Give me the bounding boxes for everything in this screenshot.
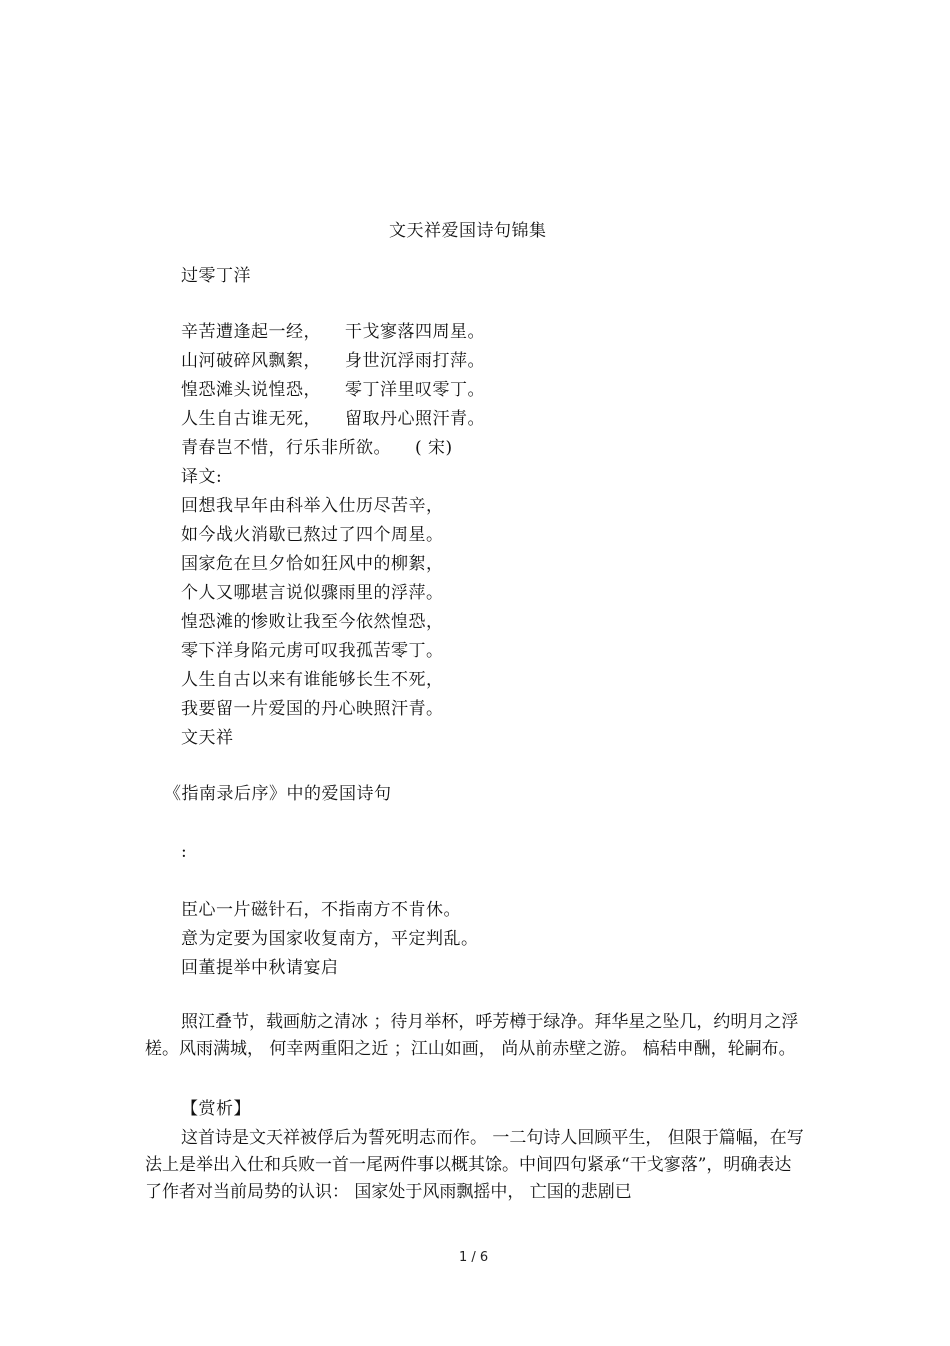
- body-paragraph: [145, 1009, 805, 1063]
- translation-line: 惶恐滩的惨败让我至今依然惶恐，: [181, 612, 444, 632]
- translation-line: 如今战火消歇已熬过了四个周星。: [181, 525, 444, 545]
- paragraph-text: 这首诗是文天祥被俘后为誓死明志而作。 一二句诗人回顾平生， 但限于篇幅，在写法上是举出入仕和兵败一首一尾两件事以概其馀。中间四句紧承“干戈寥落”，明确表达了作者对当前局势的认识： 国家处于风雨飘摇中， 亡国的悲剧已: [145, 1128, 804, 1202]
- author-name: 文天祥: [181, 728, 234, 748]
- translation-line: 零下洋身陷元虏可叹我孤苦零丁。: [181, 641, 444, 661]
- poem-line-b: 留取丹心照汗青。: [345, 409, 485, 429]
- page-number: 1 / 6: [459, 1250, 489, 1265]
- translation-line: 人生自古以来有谁能够长生不死，: [181, 670, 444, 690]
- poem-line-a: 山河破碎风飘絮，: [181, 351, 321, 371]
- poem-line-a: 青春岂不惜，行乐非所欲。: [181, 438, 391, 458]
- translation-line: 国家危在旦夕恰如狂风中的柳絮，: [181, 554, 444, 574]
- dynasty-label: ( 宋): [415, 438, 453, 458]
- section-line: 意为定要为国家收复南方，平定判乱。: [181, 929, 479, 949]
- poem-line-b: 零丁洋里叹零丁。: [345, 380, 485, 400]
- poem-line-b: 身世沉浮雨打萍。: [345, 351, 485, 371]
- poem-title: 过零丁洋: [181, 266, 251, 286]
- section-line: 回董提举中秋请宴启: [181, 958, 339, 978]
- appreciation-label: 【赏析】: [181, 1099, 251, 1119]
- section-line: 臣心一片磁针石，不指南方不肯休。: [181, 900, 461, 920]
- poem-line-a: 惶恐滩头说惶恐，: [181, 380, 321, 400]
- section-title: 《指南录后序》中的爱国诗句: [164, 784, 392, 804]
- translation-line: 我要留一片爱国的丹心映照汗青。: [181, 699, 444, 719]
- translation-line: 回想我早年由科举入仕历尽苦辛，: [181, 496, 444, 516]
- translation-line: 个人又哪堪言说似骤雨里的浮萍。: [181, 583, 444, 603]
- appreciation-paragraph: [145, 1125, 805, 1206]
- poem-line-a: 辛苦遭逢起一经，: [181, 322, 321, 342]
- colon-line: :: [181, 842, 188, 862]
- document-title: 文天祥爱国诗句锦集: [389, 221, 547, 241]
- poem-line-a: 人生自古谁无死，: [181, 409, 321, 429]
- paragraph-text: 照江叠节，载画舫之清冰 ；待月举杯，呼芳樽于绿净。拜华星之坠几，约明月之浮槎。风雨满城， 何幸两重阳之近 ；江山如画， 尚从前赤壁之游。 槁秸申酬，轮嗣布。: [145, 1012, 799, 1059]
- translation-label: 译文:: [181, 467, 223, 487]
- poem-line-b: 干戈寥落四周星。: [345, 322, 485, 342]
